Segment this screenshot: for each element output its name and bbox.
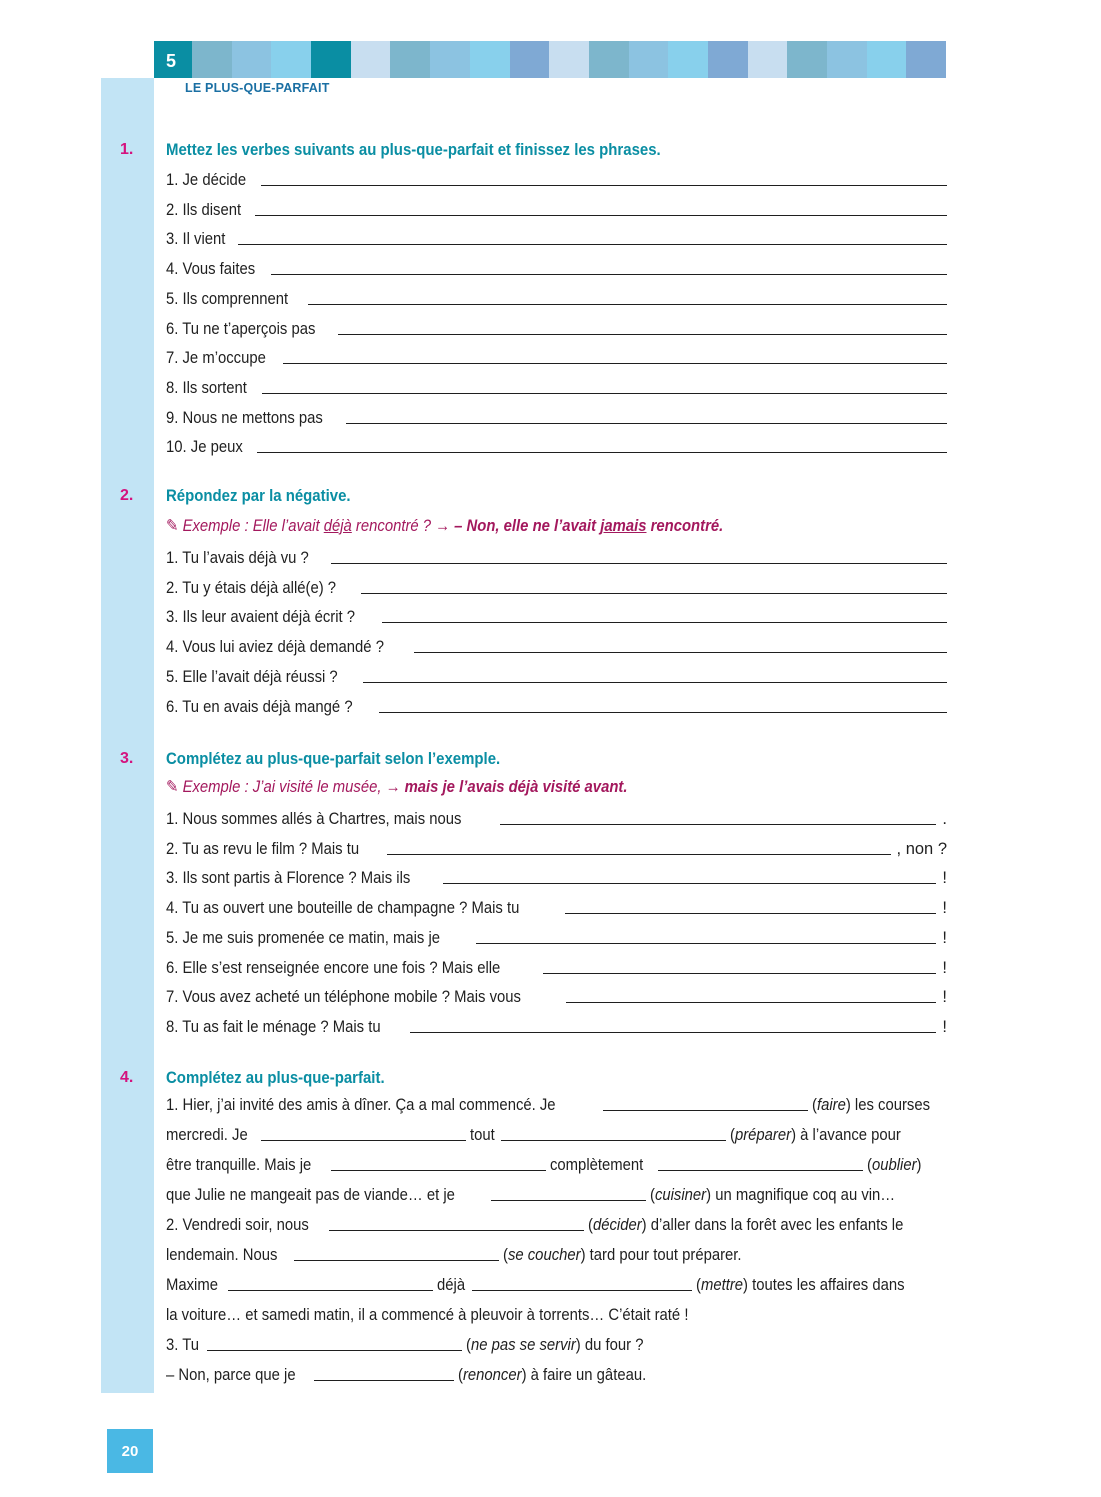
answer-blank[interactable] xyxy=(603,1109,808,1111)
exercise-item xyxy=(166,633,947,657)
item-prompt: 7. Je m’occupe xyxy=(166,349,266,368)
answer-blank[interactable] xyxy=(262,392,947,394)
answer-blank[interactable] xyxy=(314,1379,454,1381)
answer-blank[interactable] xyxy=(382,621,947,623)
answer-blank[interactable] xyxy=(255,214,947,216)
item-prompt: 5. Je me suis promenée ce matin, mais je xyxy=(166,928,441,947)
exercise-3-example: ✎ Exemple : J’ai visité le musée, → mais je l’avais déjà visité avant. xyxy=(166,778,628,796)
item-prompt: 2. Ils disent xyxy=(166,200,242,219)
item-prompt: 1. Tu l’avais déjà vu ? xyxy=(166,549,309,567)
exercise-1-title: Mettez les verbes suivants au plus-que-parfait et finissez les phrases. xyxy=(166,140,661,159)
header-color-square xyxy=(668,41,708,78)
header-color-square xyxy=(470,41,510,78)
exercise-item xyxy=(166,315,947,339)
answer-blank[interactable] xyxy=(387,853,891,855)
exercise-2-title: Répondez par la négative. xyxy=(166,486,351,505)
answer-blank[interactable] xyxy=(410,1031,936,1033)
exercise-item xyxy=(166,663,947,687)
answer-blank[interactable] xyxy=(491,1199,646,1201)
answer-blank[interactable] xyxy=(261,1139,466,1141)
item-ending: ! xyxy=(942,958,947,977)
answer-blank[interactable] xyxy=(472,1289,692,1291)
header-color-square xyxy=(510,41,550,78)
exercise-item xyxy=(166,1013,947,1037)
item-ending: . xyxy=(942,810,947,828)
chapter-number: 5 xyxy=(154,41,192,78)
header-color-square xyxy=(232,41,272,78)
exercise-item xyxy=(166,954,947,978)
exercise-item xyxy=(166,225,947,249)
exercise-item xyxy=(166,835,947,859)
answer-blank[interactable] xyxy=(566,1001,936,1003)
header-color-square xyxy=(748,41,788,78)
answer-blank[interactable] xyxy=(261,184,947,186)
pencil-icon: ✎ xyxy=(166,517,183,535)
item-prompt: 4. Vous faites xyxy=(166,260,256,279)
item-prompt: 9. Nous ne mettons pas xyxy=(166,408,323,427)
exercise-4-title: Complétez au plus-que-parfait. xyxy=(166,1068,385,1087)
item-prompt: 3. Ils leur avaient déjà écrit ? xyxy=(166,608,356,627)
answer-blank[interactable] xyxy=(331,1169,546,1171)
ex4-line-1: 1. Hier, j’ai invité des amis à dîner. Ça a mal commencé. Je (faire) les courses xyxy=(166,1096,930,1114)
exercise-item xyxy=(166,924,947,948)
exercise-item xyxy=(166,983,947,1007)
item-prompt: 5. Ils comprennent xyxy=(166,289,289,308)
sidebar-band xyxy=(101,78,154,1393)
answer-blank[interactable] xyxy=(658,1169,863,1171)
pencil-icon: ✎ xyxy=(166,778,183,796)
ex4-line-9: 3. Tu (ne pas se servir) du four ? xyxy=(166,1336,644,1354)
ex4-line-5: 2. Vendredi soir, nous (décider) d’aller dans la forêt avec les enfants le xyxy=(166,1216,904,1234)
header-color-square xyxy=(351,41,391,78)
exercise-item xyxy=(166,864,947,888)
exercise-item xyxy=(166,894,947,918)
item-prompt: 7. Vous avez acheté un téléphone mobile ? Mais vous xyxy=(166,988,521,1007)
answer-blank[interactable] xyxy=(346,422,947,424)
item-prompt: 1. Nous sommes allés à Chartres, mais nous xyxy=(166,810,462,828)
ex4-line-10: – Non, parce que je (renoncer) à faire un gâteau. xyxy=(166,1366,647,1384)
item-prompt: 6. Tu ne t’aperçois pas xyxy=(166,319,316,338)
exercise-item xyxy=(166,433,947,457)
item-prompt: 4. Tu as ouvert une bouteille de champagne ? Mais tu xyxy=(166,899,520,918)
item-prompt: 8. Tu as fait le ménage ? Mais tu xyxy=(166,1017,381,1036)
exercise-1-number: 1. xyxy=(120,141,134,158)
header-color-square xyxy=(430,41,470,78)
ex4-line-2: mercredi. Je tout (préparer) à l’avance pour xyxy=(166,1126,902,1144)
answer-blank[interactable] xyxy=(331,562,947,564)
ex4-line-4: que Julie ne mangeait pas de viande… et je (cuisiner) un magnifique coq au vin… xyxy=(166,1186,896,1204)
exercise-item xyxy=(166,544,947,568)
answer-blank[interactable] xyxy=(414,651,947,653)
item-prompt: 6. Elle s’est renseignée encore une fois ? Mais elle xyxy=(166,958,501,977)
header-color-square xyxy=(708,41,748,78)
ex4-line-3: être tranquille. Mais je complètement (oublier) xyxy=(166,1156,922,1174)
answer-blank[interactable] xyxy=(363,681,947,683)
item-ending: ! xyxy=(942,1017,947,1036)
item-ending: ! xyxy=(942,988,947,1007)
chapter-title: LE PLUS-QUE-PARFAIT xyxy=(185,81,330,95)
header-color-square xyxy=(192,41,232,78)
header-color-square xyxy=(906,41,946,78)
item-prompt: 2. Tu as revu le film ? Mais tu xyxy=(166,839,360,858)
ex4-line-7: Maxime déjà (mettre) toutes les affaires dans xyxy=(166,1276,905,1294)
answer-blank[interactable] xyxy=(565,912,937,914)
exercise-item xyxy=(166,255,947,279)
exercise-item xyxy=(166,574,947,598)
answer-blank[interactable] xyxy=(361,592,947,594)
answer-blank[interactable] xyxy=(308,303,947,305)
answer-blank[interactable] xyxy=(257,451,947,453)
answer-blank[interactable] xyxy=(501,1139,726,1141)
answer-blank[interactable] xyxy=(238,243,947,245)
exercise-item xyxy=(166,196,947,220)
exercise-3-number: 3. xyxy=(120,750,134,767)
header-color-square xyxy=(787,41,827,78)
ex4-line-6: lendemain. Nous (se coucher) tard pour tout préparer. xyxy=(166,1246,742,1264)
answer-blank[interactable] xyxy=(379,711,947,713)
exercise-item xyxy=(166,374,947,398)
ex4-line-8: la voiture… et samedi matin, il a commencé à pleuvoir à torrents… C’était raté ! xyxy=(166,1306,689,1324)
exercise-4-number: 4. xyxy=(120,1069,134,1086)
exercise-item xyxy=(166,603,947,627)
answer-blank[interactable] xyxy=(271,273,947,275)
item-ending: ! xyxy=(942,899,947,918)
exercise-item xyxy=(166,404,947,428)
item-prompt: 6. Tu en avais déjà mangé ? xyxy=(166,697,353,716)
item-prompt: 8. Ils sortent xyxy=(166,378,247,397)
item-prompt: 3. Il vient xyxy=(166,230,226,249)
header-color-square xyxy=(589,41,629,78)
header-color-square xyxy=(311,41,351,78)
page-number: 20 xyxy=(107,1429,153,1473)
answer-blank[interactable] xyxy=(228,1289,433,1291)
exercise-2-example: ✎ Exemple : Elle l’avait déjà rencontré ? → – Non, elle ne l’avait jamais rencontré. xyxy=(166,517,724,535)
answer-blank[interactable] xyxy=(338,333,947,335)
exercise-item xyxy=(166,805,947,829)
exercise-item xyxy=(166,166,947,190)
answer-blank[interactable] xyxy=(283,362,947,364)
answer-blank[interactable] xyxy=(543,972,936,974)
item-ending: ! xyxy=(942,869,947,888)
item-prompt: 10. Je peux xyxy=(166,438,243,457)
item-ending: , non ? xyxy=(896,839,947,858)
answer-blank[interactable] xyxy=(476,942,936,944)
header-color-square xyxy=(549,41,589,78)
answer-blank[interactable] xyxy=(500,823,936,825)
chapter-header-bar xyxy=(154,41,947,78)
header-color-square xyxy=(390,41,430,78)
header-color-square xyxy=(271,41,311,78)
exercise-2-number: 2. xyxy=(120,487,134,504)
header-color-square xyxy=(827,41,867,78)
header-color-square xyxy=(867,41,907,78)
answer-blank[interactable] xyxy=(443,882,936,884)
item-prompt: 2. Tu y étais déjà allé(e) ? xyxy=(166,578,337,597)
answer-blank[interactable] xyxy=(207,1349,462,1351)
item-prompt: 5. Elle l’avait déjà réussi ? xyxy=(166,667,338,686)
item-prompt: 4. Vous lui aviez déjà demandé ? xyxy=(166,638,384,657)
exercise-item xyxy=(166,344,947,368)
item-ending: ! xyxy=(942,928,947,947)
answer-blank[interactable] xyxy=(294,1259,499,1261)
item-prompt: 1. Je décide xyxy=(166,171,247,189)
answer-blank[interactable] xyxy=(329,1229,584,1231)
exercise-item xyxy=(166,285,947,309)
exercise-3-title: Complétez au plus-que-parfait selon l’exemple. xyxy=(166,749,501,768)
exercise-item xyxy=(166,693,947,717)
header-color-square xyxy=(629,41,669,78)
item-prompt: 3. Ils sont partis à Florence ? Mais ils xyxy=(166,869,411,888)
